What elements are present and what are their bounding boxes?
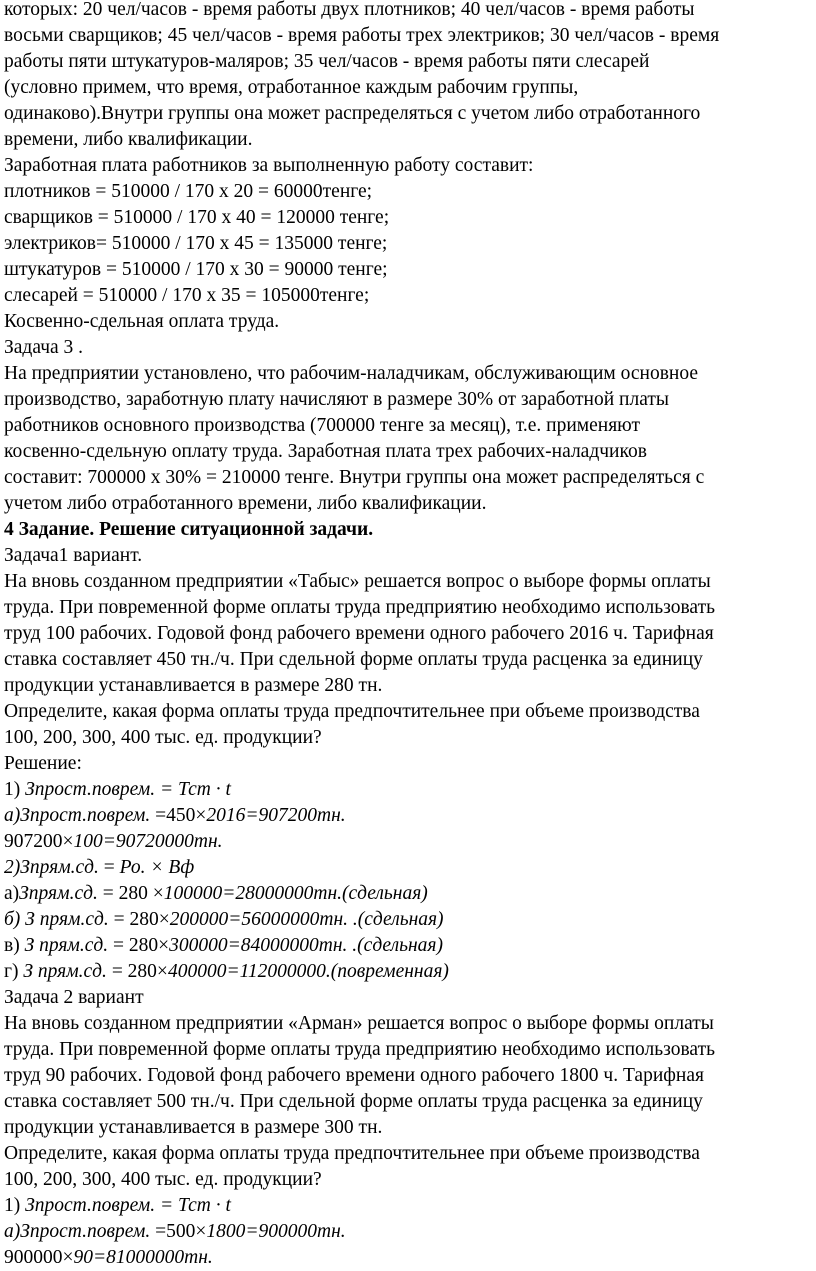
text-line: [4, 361, 812, 387]
line-text: На вновь созданном предприятии «Табыс» решается вопрос о выборе формы оплаты: [4, 571, 711, 592]
line-text: 100, 200, 300, 400 тыс. ед. продукции?: [4, 1169, 322, 1190]
text-line: [4, 49, 812, 75]
text-line: [4, 257, 812, 283]
text-line: [4, 855, 812, 881]
line-text: труд 100 рабочих. Годовой фонд рабочего времени одного рабочего 2016 ч. Тарифная: [4, 623, 714, 644]
text-line: [4, 153, 812, 179]
line-text: 1): [4, 1195, 26, 1216]
line-text: Решение:: [4, 753, 82, 774]
line-text: 1): [4, 779, 26, 800]
text-line: [4, 777, 812, 803]
text-line: [4, 1089, 812, 1115]
formula-text: 300000=84000000тн. .(сдельная): [169, 935, 443, 956]
line-text: (условно примем, что время, отработанное каждым рабочим группы,: [4, 77, 579, 98]
line-text: учетом либо отработанного времени, либо квалификации.: [4, 493, 487, 514]
line-text: труда. При повременной форме оплаты труда предприятию необходимо использовать: [4, 1039, 715, 1060]
text-line: [4, 803, 812, 829]
formula-text: Зпрям.сд.: [19, 883, 98, 904]
line-text: Косвенно-сдельная оплата труда.: [4, 311, 280, 332]
text-line: [4, 1245, 812, 1271]
text-line: [4, 829, 812, 855]
line-text: времени, либо квалификации.: [4, 129, 253, 150]
line-text: труда. При повременной форме оплаты труда предприятию необходимо использовать: [4, 597, 715, 618]
line-text: 907200×: [4, 831, 74, 852]
line-text: электриков= 510000 / 170 х 45 = 135000 тенге;: [4, 233, 388, 254]
text-line: [4, 101, 812, 127]
line-text: 100, 200, 300, 400 тыс. ед. продукции?: [4, 727, 322, 748]
line-text: ставка составляет 450 тн./ч. При сдельной форме оплаты труда расценка за единицу: [4, 649, 703, 670]
line-text: труд 90 рабочих. Годовой фонд рабочего времени одного рабочего 1800 ч. Тарифная: [4, 1065, 704, 1086]
text-line: [4, 127, 812, 153]
text-line: [4, 1011, 812, 1037]
line-text: косвенно-сдельную оплату труда. Заработная плата трех рабочих-наладчиков: [4, 441, 647, 462]
text-line: [4, 569, 812, 595]
text-line: [4, 543, 812, 569]
formula-text: З прям.сд.: [23, 961, 107, 982]
text-line: [4, 1219, 812, 1245]
formula-text: 2016=907200тн.: [206, 805, 346, 826]
text-line: [4, 1167, 812, 1193]
text-line: [4, 465, 812, 491]
line-text: восьми сварщиков; 45 чел/часов - время работы трех электриков; 30 чел/часов - время: [4, 25, 720, 46]
formula-text: 90=81000000тн.: [73, 1247, 213, 1268]
formula-text: 2)Зпрям.сд.: [4, 857, 99, 878]
text-line: [4, 309, 812, 335]
line-text: Определите, какая форма оплаты труда предпочтительнее при объеме производства: [4, 1143, 700, 1164]
line-text: работы пяти штукатуров-маляров; 35 чел/часов - время работы пяти слесарей: [4, 51, 650, 72]
formula-text: 100=90720000тн.: [73, 831, 223, 852]
line-text: Определите, какая форма оплаты труда предпочтительнее при объеме производства: [4, 701, 700, 722]
formula-text: 400000=112000000.(повременная): [167, 961, 449, 982]
text-line: [4, 413, 812, 439]
text-line: [4, 335, 812, 361]
text-line: [4, 0, 812, 23]
text-line: [4, 647, 812, 673]
text-line: [4, 881, 812, 907]
formula-text: б) З прям.сд.: [4, 909, 109, 930]
text-line: [4, 1141, 812, 1167]
text-line: [4, 959, 812, 985]
line-text: штукатуров = 510000 / 170 х 30 = 90000 тенге;: [4, 259, 388, 280]
line-text: которых: 20 чел/часов - время работы двух плотников; 40 чел/часов - время работы: [4, 0, 695, 20]
formula-text: Зпрост.поврем. = Тст · t: [25, 779, 231, 800]
text-line: [4, 23, 812, 49]
formula-text: 200000=56000000тн. .(сдельная): [169, 909, 444, 930]
text-line: [4, 439, 812, 465]
line-text: Задача 3 .: [4, 337, 84, 358]
formula-text: З прям.сд.: [24, 935, 109, 956]
text-line: [4, 595, 812, 621]
text-line: [4, 673, 812, 699]
text-line: [4, 1063, 812, 1089]
formula-text: Ро. × Вф: [119, 857, 195, 878]
line-text: = 280×: [108, 909, 170, 930]
text-line: [4, 491, 812, 517]
line-text: одинаково).Внутри группы она может распределяться с учетом либо отработанного: [4, 103, 701, 124]
line-text: слесарей = 510000 / 170 х 35 = 105000тенге;: [4, 285, 370, 306]
section-heading: [4, 517, 812, 543]
text-line: [4, 907, 812, 933]
line-text: =450×: [150, 805, 207, 826]
line-text: работников основного производства (700000 тенге за месяц), т.е. применяют: [4, 415, 641, 436]
line-text: а): [4, 883, 20, 904]
line-text: =500×: [150, 1221, 207, 1242]
line-text: в): [4, 935, 25, 956]
line-text: 4 Задание. Решение ситуационной задачи.: [4, 519, 374, 540]
line-text: = 280×: [108, 935, 170, 956]
text-line: [4, 933, 812, 959]
line-text: Задача 2 вариант: [4, 987, 144, 1008]
text-line: [4, 985, 812, 1011]
line-text: продукции устанавливается в размере 280 тн.: [4, 675, 383, 696]
line-text: продукции устанавливается в размере 300 тн.: [4, 1117, 383, 1138]
text-line: [4, 179, 812, 205]
text-line: [4, 725, 812, 751]
text-line: [4, 75, 812, 101]
line-text: составит: 700000 х 30% = 210000 тенге. Внутри группы она может распределяться с: [4, 467, 705, 488]
text-line: [4, 621, 812, 647]
line-text: На предприятии установлено, что рабочим-наладчикам, обслуживающим основное: [4, 363, 698, 384]
line-text: ставка составляет 500 тн./ч. При сдельной форме оплаты труда расценка за единицу: [4, 1091, 703, 1112]
formula-text: а)Зпрост.поврем.: [4, 1221, 151, 1242]
line-text: плотников = 510000 / 170 х 20 = 60000тенге;: [4, 181, 373, 202]
formula-text: 1800=900000тн.: [206, 1221, 346, 1242]
line-text: = 280 ×: [97, 883, 164, 904]
formula-text: Зпрост.поврем. = Тст · t: [25, 1195, 231, 1216]
text-line: [4, 1037, 812, 1063]
text-line: [4, 699, 812, 725]
line-text: г): [4, 961, 24, 982]
line-text: =: [98, 857, 120, 878]
text-line: [4, 751, 812, 777]
line-text: На вновь созданном предприятии «Арман» решается вопрос о выборе формы оплаты: [4, 1013, 714, 1034]
text-line: [4, 231, 812, 257]
line-text: Задача1 вариант.: [4, 545, 143, 566]
formula-text: а)Зпрост.поврем.: [4, 805, 151, 826]
text-line: [4, 387, 812, 413]
line-text: производство, заработную плату начисляют в размере 30% от заработной платы: [4, 389, 669, 410]
text-line: [4, 283, 812, 309]
formula-text: 100000=28000000тн.(сдельная): [163, 883, 428, 904]
line-text: 900000×: [4, 1247, 74, 1268]
text-line: [4, 1115, 812, 1141]
line-text: сварщиков = 510000 / 170 х 40 = 120000 тенге;: [4, 207, 390, 228]
text-line: [4, 205, 812, 231]
line-text: Заработная плата работников за выполненную работу составит:: [4, 155, 534, 176]
line-text: = 280×: [106, 961, 168, 982]
text-line: [4, 1193, 812, 1219]
